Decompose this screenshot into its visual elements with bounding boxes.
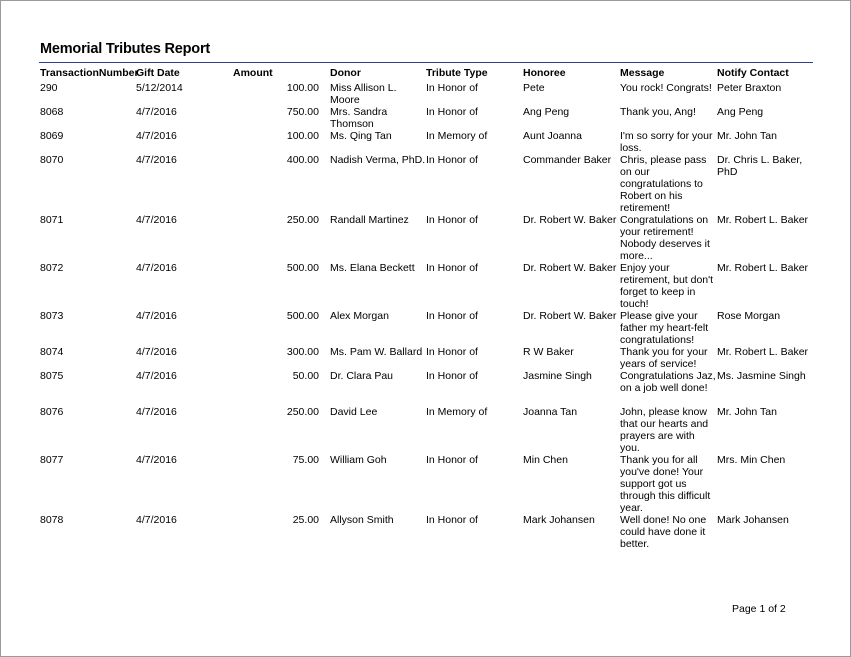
cell-amount: 25.00 bbox=[292, 514, 319, 526]
cell-transaction-number: 8076 bbox=[40, 406, 64, 418]
cell-honoree: Dr. Robert W. Baker bbox=[523, 310, 617, 322]
cell-transaction-number: 8078 bbox=[40, 514, 64, 526]
table-row bbox=[1, 406, 850, 454]
cell-transaction-number: 8074 bbox=[40, 346, 64, 358]
cell-honoree: Commander Baker bbox=[523, 154, 612, 166]
cell-notify-contact: Mr. John Tan bbox=[717, 406, 777, 418]
cell-honoree: Pete bbox=[523, 82, 545, 94]
cell-message: Enjoy your retirement, but don't forget to keep in touch! bbox=[620, 262, 714, 310]
cell-transaction-number: 8072 bbox=[40, 262, 64, 274]
cell-gift-date: 5/12/2014 bbox=[136, 82, 183, 94]
cell-donor: William Goh bbox=[330, 454, 387, 466]
table-row bbox=[1, 106, 850, 130]
cell-notify-contact: Mrs. Min Chen bbox=[717, 454, 786, 466]
cell-message: Well done! No one could have done it better. bbox=[620, 514, 707, 550]
cell-tribute-type: In Honor of bbox=[426, 106, 478, 118]
cell-honoree: Ang Peng bbox=[523, 106, 570, 118]
cell-transaction-number: 8069 bbox=[40, 130, 64, 142]
cell-message: John, please know that our hearts and prayers are with you. bbox=[620, 406, 709, 454]
cell-message: Thank you, Ang! bbox=[620, 106, 696, 118]
cell-amount: 100.00 bbox=[286, 130, 319, 142]
cell-donor: Ms. Elana Beckett bbox=[330, 262, 415, 274]
column-header-tribute-type: Tribute Type bbox=[426, 67, 488, 79]
cell-amount: 750.00 bbox=[286, 106, 319, 118]
table-row bbox=[1, 154, 850, 214]
cell-notify-contact: Mr. John Tan bbox=[717, 130, 777, 142]
cell-amount: 50.00 bbox=[292, 370, 319, 382]
cell-message: Thank you for your years of service! bbox=[620, 346, 708, 370]
cell-honoree: Min Chen bbox=[523, 454, 568, 466]
cell-notify-contact: Dr. Chris L. Baker, PhD bbox=[717, 154, 803, 178]
cell-tribute-type: In Honor of bbox=[426, 154, 478, 166]
cell-donor: Dr. Clara Pau bbox=[330, 370, 394, 382]
cell-notify-contact: Peter Braxton bbox=[717, 82, 782, 94]
column-header-message: Message bbox=[620, 67, 665, 79]
cell-gift-date: 4/7/2016 bbox=[136, 406, 177, 418]
header-rule bbox=[39, 62, 813, 63]
cell-transaction-number: 8077 bbox=[40, 454, 64, 466]
cell-transaction-number: 8070 bbox=[40, 154, 64, 166]
column-header-gift-date: Gift Date bbox=[136, 67, 180, 79]
cell-donor: Ms. Qing Tan bbox=[330, 130, 392, 142]
cell-transaction-number: 290 bbox=[40, 82, 58, 94]
cell-gift-date: 4/7/2016 bbox=[136, 370, 177, 382]
cell-honoree: Joanna Tan bbox=[523, 406, 578, 418]
table-row bbox=[1, 346, 850, 370]
cell-tribute-type: In Honor of bbox=[426, 514, 478, 526]
cell-donor: Alex Morgan bbox=[330, 310, 389, 322]
cell-message: Chris, please pass on our congratulations to Robert on his retirement! bbox=[620, 154, 707, 214]
cell-transaction-number: 8071 bbox=[40, 214, 64, 226]
cell-notify-contact: Rose Morgan bbox=[717, 310, 781, 322]
column-header-amount: Amount bbox=[233, 67, 273, 79]
cell-honoree: Mark Johansen bbox=[523, 514, 595, 526]
cell-amount: 500.00 bbox=[286, 310, 319, 322]
cell-honoree: Aunt Joanna bbox=[523, 130, 582, 142]
cell-gift-date: 4/7/2016 bbox=[136, 346, 177, 358]
cell-notify-contact: Mr. Robert L. Baker bbox=[717, 214, 809, 226]
cell-transaction-number: 8075 bbox=[40, 370, 64, 382]
column-header-notify-contact: Notify Contact bbox=[717, 67, 789, 79]
cell-donor: Allyson Smith bbox=[330, 514, 394, 526]
report-table-body bbox=[1, 82, 850, 550]
cell-tribute-type: In Honor of bbox=[426, 262, 478, 274]
table-row bbox=[1, 370, 850, 406]
cell-donor: Miss Allison L. Moore bbox=[330, 82, 397, 106]
cell-amount: 500.00 bbox=[286, 262, 319, 274]
cell-message: Thank you for all you've done! Your support got us through this difficult year. bbox=[620, 454, 711, 514]
cell-transaction-number: 8068 bbox=[40, 106, 64, 118]
table-row bbox=[1, 262, 850, 310]
cell-tribute-type: In Memory of bbox=[426, 130, 488, 142]
cell-donor: Ms. Pam W. Ballard bbox=[330, 346, 423, 358]
table-row bbox=[1, 454, 850, 514]
column-header-row bbox=[1, 67, 850, 81]
cell-tribute-type: In Honor of bbox=[426, 214, 478, 226]
table-row bbox=[1, 130, 850, 154]
cell-tribute-type: In Honor of bbox=[426, 454, 478, 466]
cell-amount: 75.00 bbox=[292, 454, 319, 466]
cell-message: Congratulations Jaz, on a job well done! bbox=[620, 370, 716, 394]
cell-donor: David Lee bbox=[330, 406, 378, 418]
cell-gift-date: 4/7/2016 bbox=[136, 454, 177, 466]
cell-notify-contact: Mark Johansen bbox=[717, 514, 789, 526]
cell-notify-contact: Mr. Robert L. Baker bbox=[717, 262, 809, 274]
page-indicator: Page 1 of 2 bbox=[732, 603, 786, 615]
cell-tribute-type: In Honor of bbox=[426, 82, 478, 94]
cell-message: Congratulations on your retirement! Nobody deserves it more... bbox=[620, 214, 710, 262]
cell-gift-date: 4/7/2016 bbox=[136, 514, 177, 526]
table-row bbox=[1, 514, 850, 550]
cell-transaction-number: 8073 bbox=[40, 310, 64, 322]
cell-gift-date: 4/7/2016 bbox=[136, 310, 177, 322]
cell-tribute-type: In Honor of bbox=[426, 346, 478, 358]
cell-amount: 250.00 bbox=[286, 406, 319, 418]
cell-message: Please give your father my heart-felt congratulations! bbox=[620, 310, 709, 346]
cell-donor: Mrs. Sandra Thomson bbox=[330, 106, 388, 130]
cell-gift-date: 4/7/2016 bbox=[136, 106, 177, 118]
cell-honoree: Dr. Robert W. Baker bbox=[523, 262, 617, 274]
table-row bbox=[1, 310, 850, 346]
column-header-honoree: Honoree bbox=[523, 67, 566, 79]
cell-gift-date: 4/7/2016 bbox=[136, 130, 177, 142]
cell-notify-contact: Mr. Robert L. Baker bbox=[717, 346, 809, 358]
cell-tribute-type: In Honor of bbox=[426, 310, 478, 322]
cell-amount: 100.00 bbox=[286, 82, 319, 94]
cell-gift-date: 4/7/2016 bbox=[136, 214, 177, 226]
cell-gift-date: 4/7/2016 bbox=[136, 262, 177, 274]
report-title: Memorial Tributes Report bbox=[40, 41, 211, 57]
cell-donor: Nadish Verma, PhD. bbox=[330, 154, 426, 166]
cell-honoree: Dr. Robert W. Baker bbox=[523, 214, 617, 226]
table-row bbox=[1, 214, 850, 262]
cell-tribute-type: In Honor of bbox=[426, 370, 478, 382]
cell-amount: 250.00 bbox=[286, 214, 319, 226]
cell-donor: Randall Martinez bbox=[330, 214, 409, 226]
table-row bbox=[1, 82, 850, 106]
cell-honoree: Jasmine Singh bbox=[523, 370, 592, 382]
column-header-transaction-number: TransactionNumber bbox=[40, 67, 139, 79]
cell-notify-contact: Ang Peng bbox=[717, 106, 764, 118]
cell-message: You rock! Congrats! bbox=[620, 82, 712, 94]
cell-amount: 300.00 bbox=[286, 346, 319, 358]
cell-gift-date: 4/7/2016 bbox=[136, 154, 177, 166]
cell-amount: 400.00 bbox=[286, 154, 319, 166]
cell-tribute-type: In Memory of bbox=[426, 406, 488, 418]
cell-message: I'm so sorry for your loss. bbox=[620, 130, 713, 154]
cell-honoree: R W Baker bbox=[523, 346, 574, 358]
column-header-donor: Donor bbox=[330, 67, 361, 79]
cell-notify-contact: Ms. Jasmine Singh bbox=[717, 370, 806, 382]
